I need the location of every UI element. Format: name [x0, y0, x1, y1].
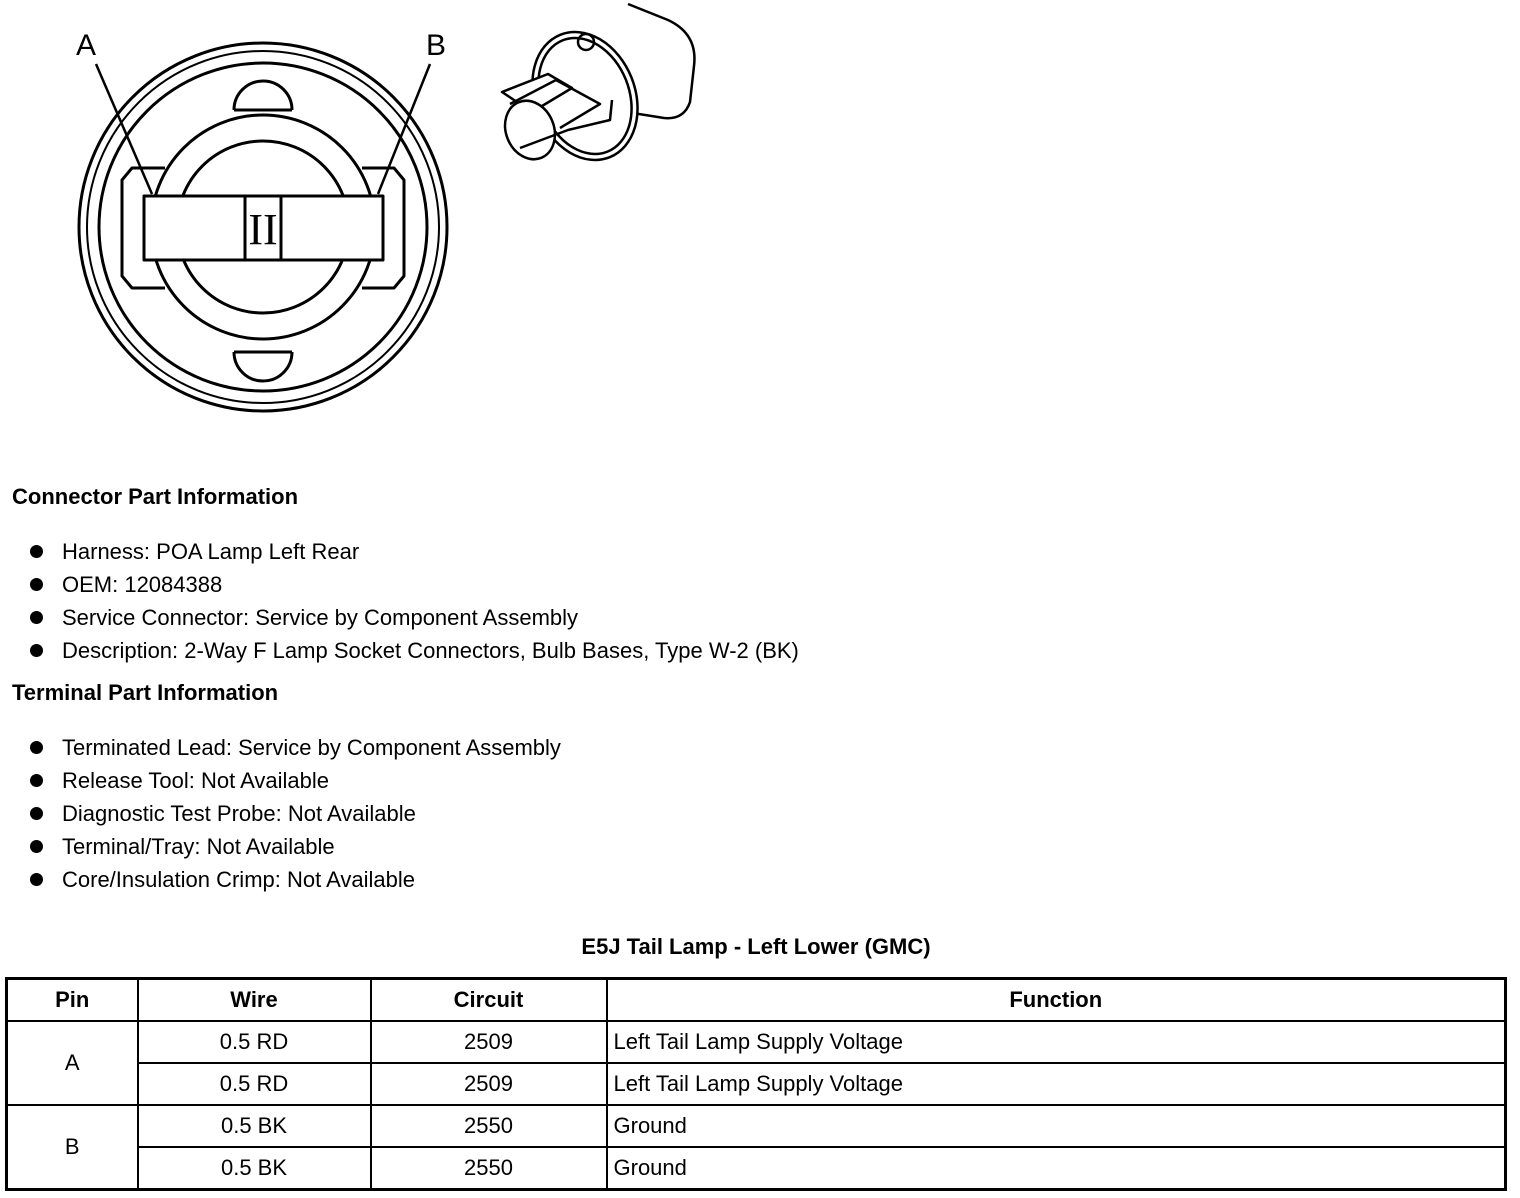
terminal-info-list [28, 731, 561, 896]
list-item-text: Terminal/Tray: Not Available [62, 834, 335, 859]
list-item [28, 601, 799, 634]
connector-diagram [0, 0, 760, 440]
bullet-icon [30, 741, 43, 754]
pin-cell: A [7, 1021, 138, 1105]
wire-cell: 0.5 RD [138, 1063, 371, 1105]
bullet-icon [30, 774, 43, 787]
connector-side-view [497, 4, 695, 176]
table-row [7, 1105, 1506, 1147]
bullet-icon [30, 611, 43, 624]
table-row [7, 1063, 1506, 1105]
slot-marking: II [248, 205, 278, 254]
list-item-text: Terminated Lead: Service by Component Assembly [62, 735, 561, 760]
function-cell: Left Tail Lamp Supply Voltage [607, 1021, 1506, 1063]
column-header-function: Function [607, 979, 1506, 1022]
list-item-text: Diagnostic Test Probe: Not Available [62, 801, 416, 826]
list-item [28, 731, 561, 764]
pin-label-b: B [425, 29, 447, 62]
wire-cell: 0.5 RD [138, 1021, 371, 1063]
bullet-icon [30, 807, 43, 820]
terminal-info-title: Terminal Part Information [12, 680, 279, 705]
list-item-text: OEM: 12084388 [62, 572, 223, 597]
function-cell: Ground [607, 1105, 1506, 1147]
wire-cell: 0.5 BK [138, 1105, 371, 1147]
list-item [28, 568, 799, 601]
list-item [28, 830, 561, 863]
list-item-text: Description: 2-Way F Lamp Socket Connectors, Bulb Bases, Type W-2 (BK) [62, 638, 799, 663]
table-row [7, 1147, 1506, 1190]
pin-label-a: A [75, 29, 97, 62]
circuit-cell: 2509 [371, 1021, 607, 1063]
bullet-icon [30, 840, 43, 853]
pin-cell: B [7, 1105, 138, 1190]
list-item-text: Core/Insulation Crimp: Not Available [62, 867, 415, 892]
circuit-cell: 2550 [371, 1147, 607, 1190]
column-header-circuit: Circuit [371, 979, 607, 1022]
list-item [28, 634, 799, 667]
connector-info-list [28, 535, 799, 667]
list-item-text: Release Tool: Not Available [62, 768, 330, 793]
connector-info-title: Connector Part Information [12, 484, 299, 509]
list-item [28, 863, 561, 896]
table-header-row [7, 979, 1506, 1022]
wire-cell: 0.5 BK [138, 1147, 371, 1190]
circuit-cell: 2509 [371, 1063, 607, 1105]
circuit-cell: 2550 [371, 1105, 607, 1147]
list-item-text: Harness: POA Lamp Left Rear [62, 539, 360, 564]
column-header-wire: Wire [138, 979, 371, 1022]
pin-table [5, 977, 1507, 1191]
function-cell: Ground [607, 1147, 1506, 1190]
list-item [28, 797, 561, 830]
bullet-icon [30, 873, 43, 886]
bullet-icon [30, 545, 43, 558]
table-row [7, 1021, 1506, 1063]
list-item-text: Service Connector: Service by Component Assembly [62, 605, 579, 630]
list-item [28, 764, 561, 797]
bullet-icon [30, 644, 43, 657]
list-item [28, 535, 799, 568]
pin-table-title: E5J Tail Lamp - Left Lower (GMC) [581, 934, 931, 959]
column-header-pin: Pin [7, 979, 138, 1022]
function-cell: Left Tail Lamp Supply Voltage [607, 1063, 1506, 1105]
bullet-icon [30, 578, 43, 591]
